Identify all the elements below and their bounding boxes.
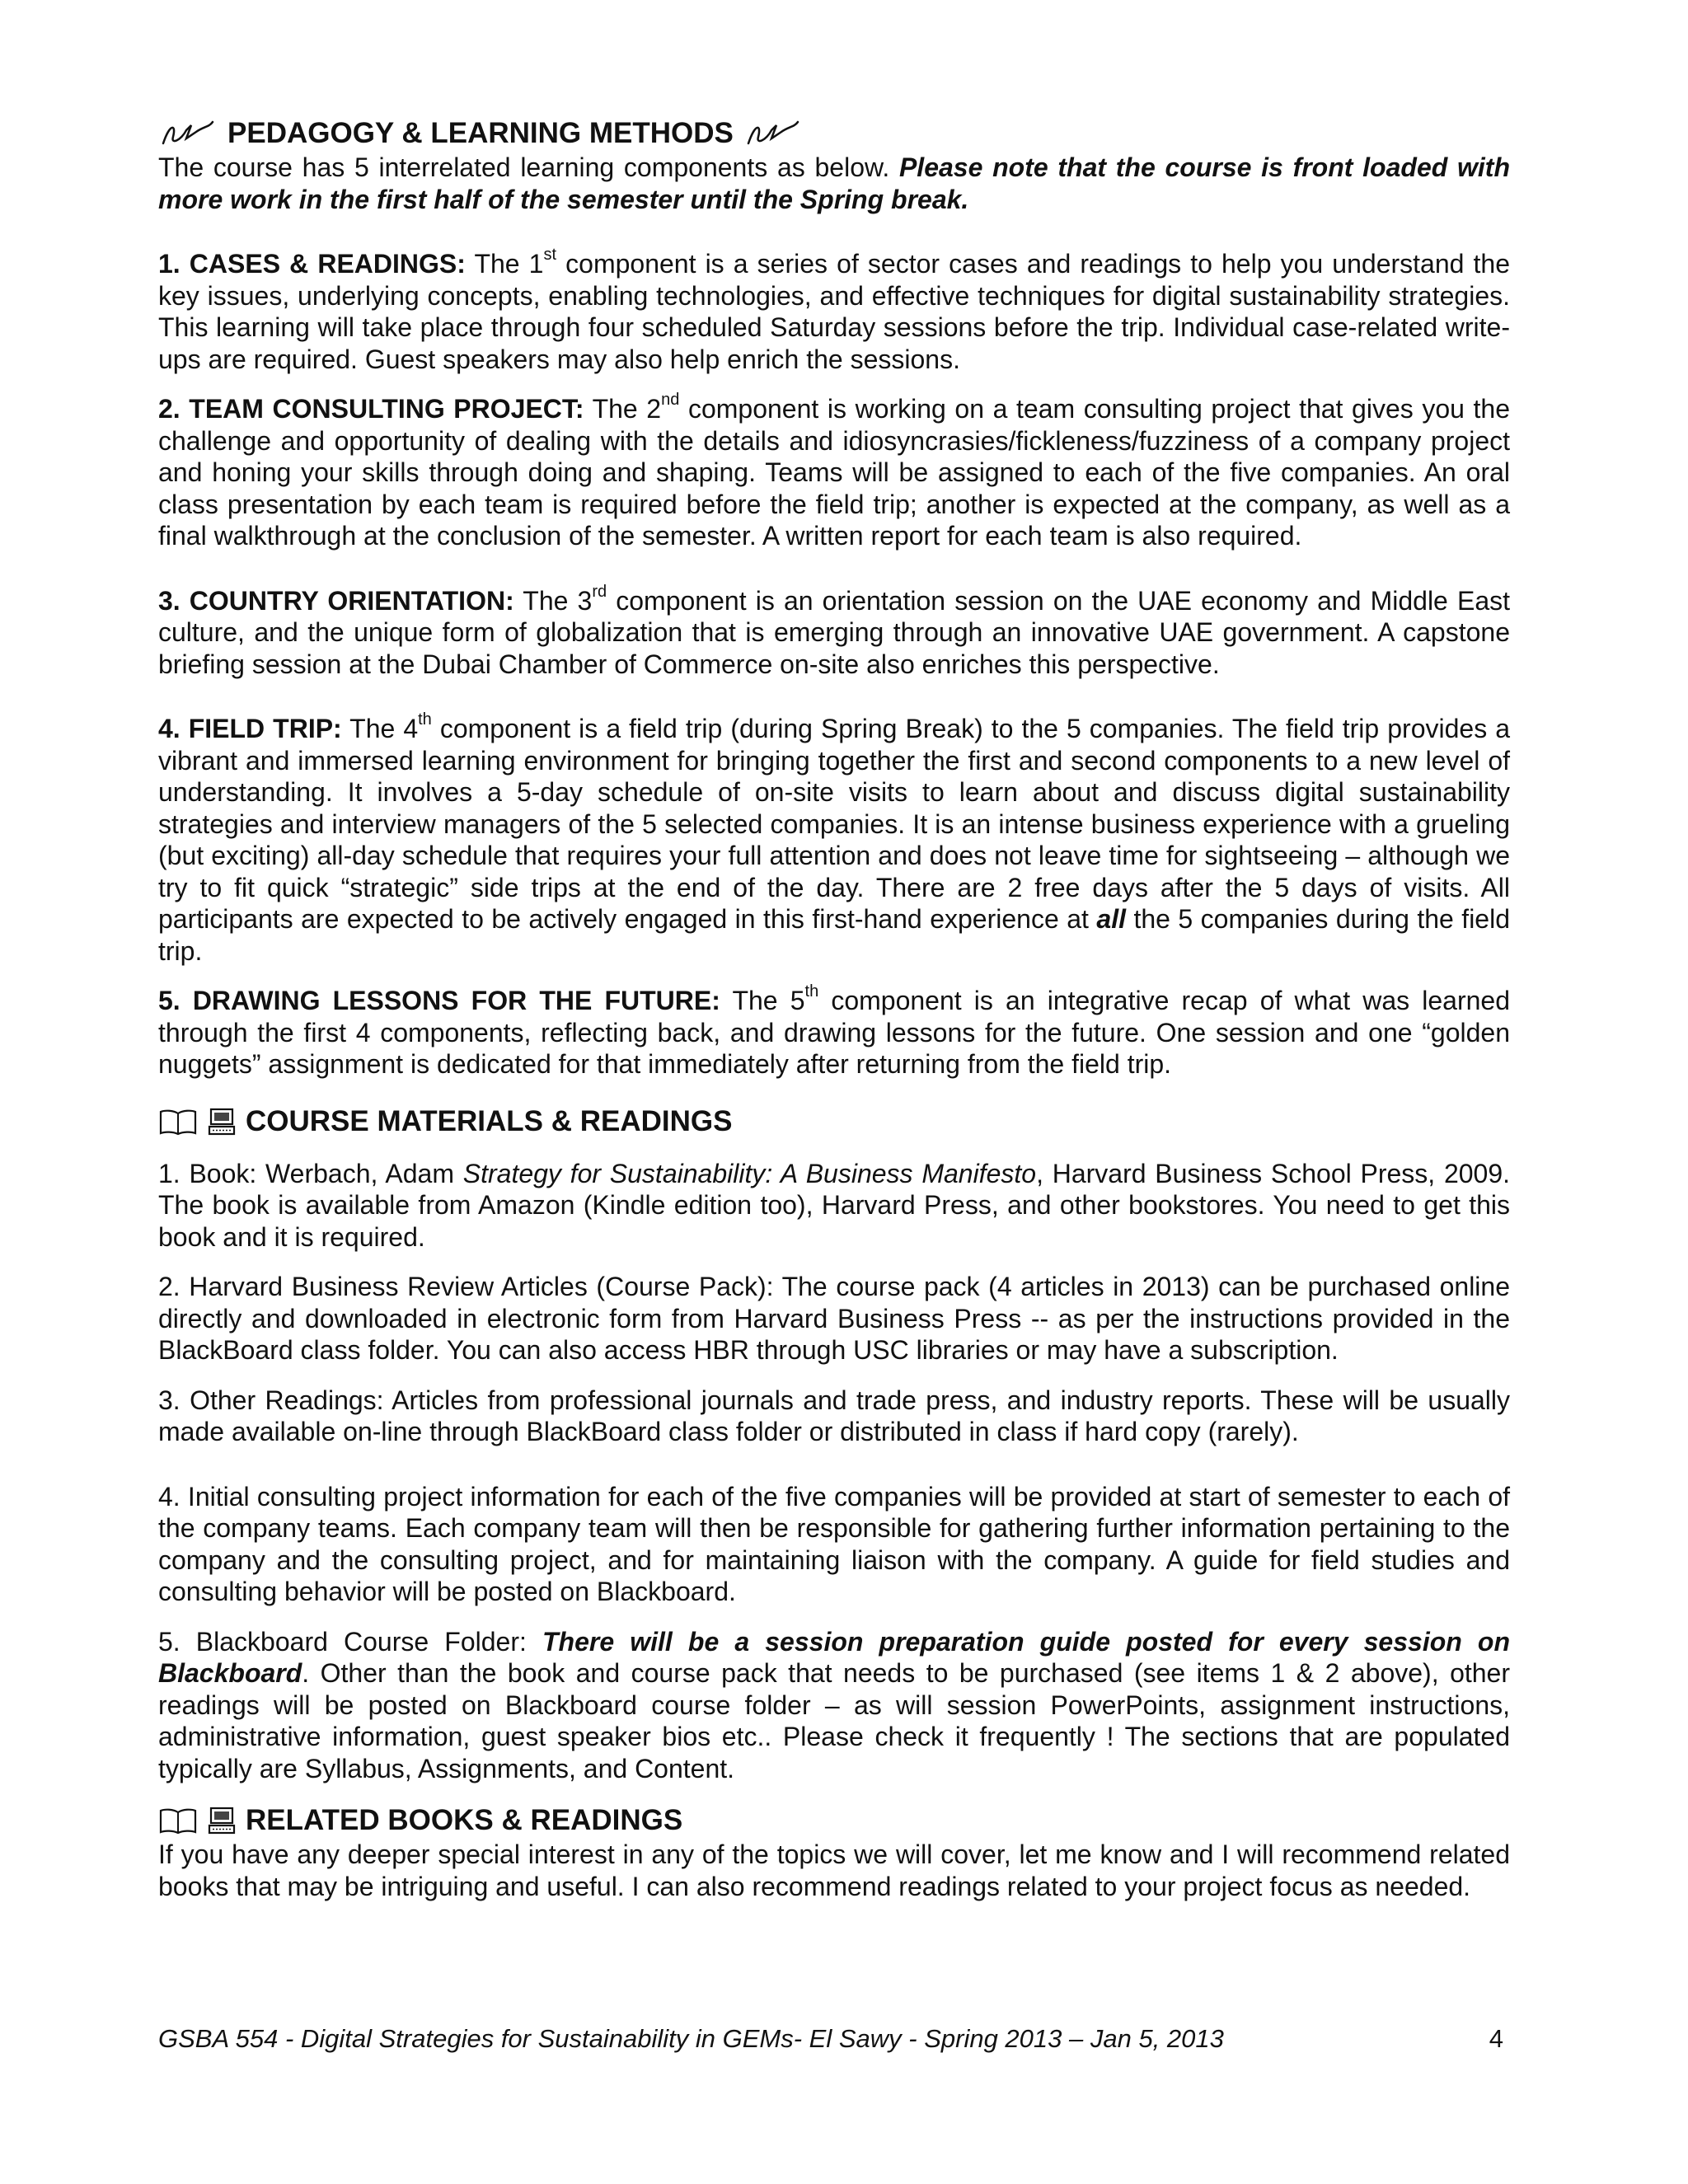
computer-icon xyxy=(208,1806,236,1835)
page-number: 4 xyxy=(1489,2024,1503,2053)
page-footer xyxy=(158,2024,1510,2054)
component-drawing-lessons: 5. DRAWING LESSONS FOR THE FUTURE: The 5th component is an integrative recap of what was learned through the first 4 components, reflecting back, and drawing lessons for the future. One session and one “golden nuggets” assignment is dedicated for that immediately after returning from the field trip. xyxy=(158,982,1511,1079)
open-book-icon xyxy=(158,1806,198,1835)
component-label: 1. CASES & READINGS: xyxy=(158,249,466,279)
footer-course-info: GSBA 554 - Digital Strategies for Sustainability in GEMs- El Sawy - Spring 2013 – Jan 5, 2013 xyxy=(158,2024,1224,2053)
materials-item-hbr: 2. Harvard Business Review Articles (Course Pack): The course pack (4 articles in 2013) can be purchased online directly and downloaded in electronic form from Harvard Business Press -- as per the instructions provided in the BlackBoard class folder. You can also access HBR through USC libraries or may have a subscription. xyxy=(158,1272,1510,1365)
materials-item-book: 1. Book: Werbach, Adam Strategy for Sustainability: A Business Manifesto, Harvard Business School Press, 2009. The book is available from Amazon (Kindle edition too), Harvard Press, and other bookstores. You need to get this book and it is required. xyxy=(158,1158,1511,1252)
pen-scribble-icon xyxy=(158,119,218,148)
document-page xyxy=(158,115,1510,1902)
materials-item-other-readings: 3. Other Readings: Articles from professional journals and trade press, and industry reports. These will be usually made available on-line through BlackBoard class folder or distributed in class if hard copy (rarely). xyxy=(158,1385,1510,1446)
component-field-trip: 4. FIELD TRIP: The 4th component is a field trip (during Spring Break) to the 5 companies. The field trip provides a vibrant and immersed learning environment for bringing together the first and second components to a new level of understanding. It involves a 5-day schedule of on-site visits to learn about and discuss digital sustainability strategies and interview managers of the 5 selected companies. It is an intense business experience with a grueling (but exciting) all-day schedule that requires your full attention and does not leave time for sightseeing – although we try to fit quick “strategic” side trips at the end of the day. There are 2 free days after the 5 days of visits. All participants are expected to be actively engaged in this first-hand experience at all the 5 companies during the field trip. xyxy=(158,710,1511,966)
pedagogy-intro: The course has 5 interrelated learning components as below. Please note that the course is front loaded with more work in the first half of the semester until the Spring break. xyxy=(158,152,1511,214)
materials-item-blackboard: 5. Blackboard Course Folder: There will be a session preparation guide posted for every session on Blackboard. Other than the book and course pack that needs to be purchased (see items 1 & 2 above), other readings will be posted on Blackboard course folder – as will session PowerPoints, assignment instructions, administrative information, guest speaker bios etc.. Please check it frequently ! The sections that are populated typically are Syllabus, Assignments, and Content. xyxy=(158,1626,1510,1783)
component-label: 3. COUNTRY ORIENTATION: xyxy=(158,585,514,616)
related-text: If you have any deeper special interest in any of the topics we will cover, let me know and I will recommend related books that may be intriguing and useful. I can also recommend readings related to your project focus as needed. xyxy=(158,1840,1510,1901)
materials-heading xyxy=(158,1104,1510,1140)
component-label: 2. TEAM CONSULTING PROJECT: xyxy=(158,394,584,424)
open-book-icon xyxy=(158,1107,198,1137)
component-label: 4. FIELD TRIP: xyxy=(158,714,342,743)
front-loaded-note: Please note that the course is front loaded with more work in the first half of the semester until the Spring break. xyxy=(158,152,1511,214)
materials-item-consulting-info: 4. Initial consulting project information for each of the five companies will be provided at start of semester to each of the company teams. Each company team will then be responsible for gathering further information pertaining to the company and the consulting project, and for maintaining liaison with the company. A guide for field studies and consulting behavior will be posted on Blackboard. xyxy=(158,1481,1510,1606)
related-title: RELATED BOOKS & READINGS xyxy=(246,1804,683,1836)
book-title: Strategy for Sustainability: A Business Manifesto xyxy=(462,1158,1037,1188)
pen-scribble-icon xyxy=(743,119,803,148)
component-cases-readings: 1. CASES & READINGS: The 1st component is a series of sector cases and readings to help you understand the key issues, underlying concepts, enabling technologies, and effective techniques for digital sustainability strategies. This learning will take place through four scheduled Saturday sessions before the trip. Individual case-related write-ups are required. Guest speakers may also help enrich the sessions. xyxy=(158,246,1511,374)
computer-icon xyxy=(208,1107,236,1137)
pedagogy-heading xyxy=(158,115,1510,152)
related-heading xyxy=(158,1802,1510,1839)
component-team-consulting: 2. TEAM CONSULTING PROJECT: The 2nd component is working on a team consulting project that gives you the challenge and opportunity of dealing with the details and idiosyncrasies/fickleness/fuzziness of a company project and honing your skills through doing and shaping. Teams will be assigned to each of the five companies. An oral class presentation by each team is required before the field trip; another is expected at the company, as well as a final walkthrough at the conclusion of the semester. A written report for each team is also required. xyxy=(158,391,1510,551)
component-country-orientation: 3. COUNTRY ORIENTATION: The 3rd component is an orientation session on the UAE economy and Middle East culture, and the unique form of globalization that is emerging through an innovative UAE government. A capstone briefing session at the Dubai Chamber of Commerce on-site also enriches this perspective. xyxy=(158,582,1511,679)
materials-title: COURSE MATERIALS & READINGS xyxy=(246,1104,733,1137)
pedagogy-title: PEDAGOGY & LEARNING METHODS xyxy=(227,117,734,149)
component-label: 5. DRAWING LESSONS FOR THE FUTURE: xyxy=(158,986,720,1015)
